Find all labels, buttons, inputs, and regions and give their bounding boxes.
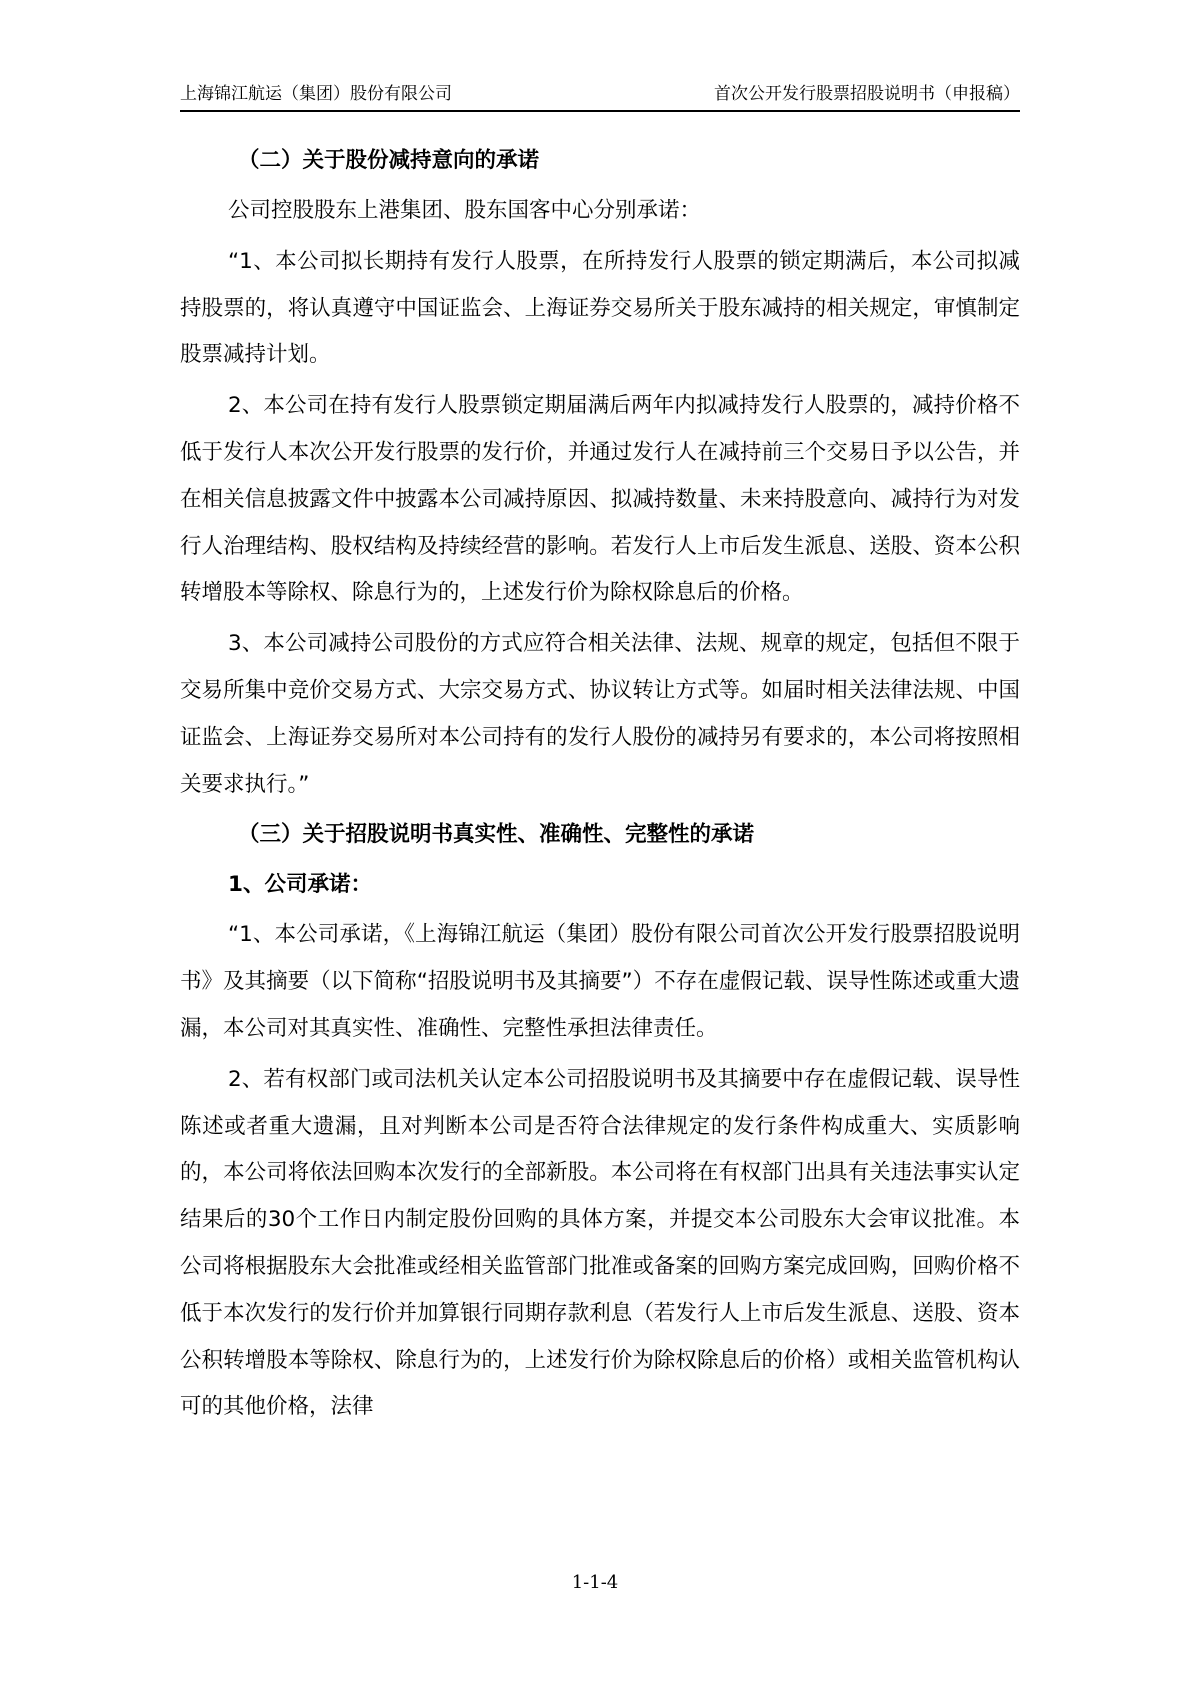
paragraph-commitment-2: 2、本公司在持有发行人股票锁定期届满后两年内拟减持发行人股票的，减持价格不低于发行人本次公开发行股票的发行价，并通过发行人在减持前三个交易日予以公告，并在相关信息披露文件中披露本公司减持原因、拟减持数量、未来持股意向、减持行为对发行人治理结构、股权结构及持续经营的影响。若发行人上市后发生派息、送股、资本公积转增股本等除权、除息行为的，上述发行价为除权除息后的价格。 bbox=[180, 393, 1020, 606]
document-body bbox=[180, 138, 1020, 1435]
section-heading-reduction-intent: （二）关于股份减持意向的承诺 bbox=[238, 148, 540, 173]
page-number: 1-1-4 bbox=[571, 1572, 619, 1593]
header-document-title: 首次公开发行股票招股说明书（申报稿） bbox=[714, 84, 1020, 104]
paragraph-company-commitment-2: 2、若有权部门或司法机关认定本公司招股说明书及其摘要中存在虚假记载、误导性陈述或者重大遗漏，且对判断本公司是否符合法律规定的发行条件构成重大、实质影响的，本公司将依法回购本次发行的全部新股。本公司将在有权部门出具有关违法事实认定结果后的30个工作日内制定股份回购的具体方案，并提交本公司股东大会审议批准。本公司将根据股东大会批准或经相关监管部门批准或备案的回购方案完成回购，回购价格不低于本次发行的发行价并加算银行同期存款利息（若发行人上市后发生派息、送股、资本公积转增股本等除权、除息行为的，上述发行价为除权除息后的价格）或相关监管机构认可的其他价格，法律 bbox=[180, 1066, 1020, 1420]
header-company-name: 上海锦江航运（集团）股份有限公司 bbox=[180, 84, 452, 104]
sub-heading-company-commitment: 1、公司承诺： bbox=[228, 872, 372, 898]
paragraph-commitment-3: 3、本公司减持公司股份的方式应符合相关法律、法规、规章的规定，包括但不限于交易所集中竞价交易方式、大宗交易方式、协议转让方式等。如届时相关法律法规、中国证监会、上海证券交易所对本公司持有的发行人股份的减持另有要求的，本公司将按照相关要求执行。” bbox=[180, 631, 1020, 797]
section-heading-prospectus-accuracy: （三）关于招股说明书真实性、准确性、完整性的承诺 bbox=[238, 822, 755, 848]
paragraph-commitment-1: “1、本公司拟长期持有发行人股票，在所持发行人股票的锁定期满后，本公司拟减持股票的，将认真遵守中国证监会、上海证券交易所关于股东减持的相关规定，审慎制定股票减持计划。 bbox=[180, 248, 1020, 368]
paragraph-company-commitment-1: “1、本公司承诺，《上海锦江航运（集团）股份有限公司首次公开发行股票招股说明书》及其摘要（以下简称“招股说明书及其摘要”）不存在虚假记载、误导性陈述或重大遗漏，本公司对其真实性、准确性、完整性承担法律责任。 bbox=[180, 922, 1020, 1041]
page-header bbox=[180, 82, 1020, 112]
paragraph-intro: 公司控股股东上港集团、股东国客中心分别承诺： bbox=[228, 198, 702, 223]
